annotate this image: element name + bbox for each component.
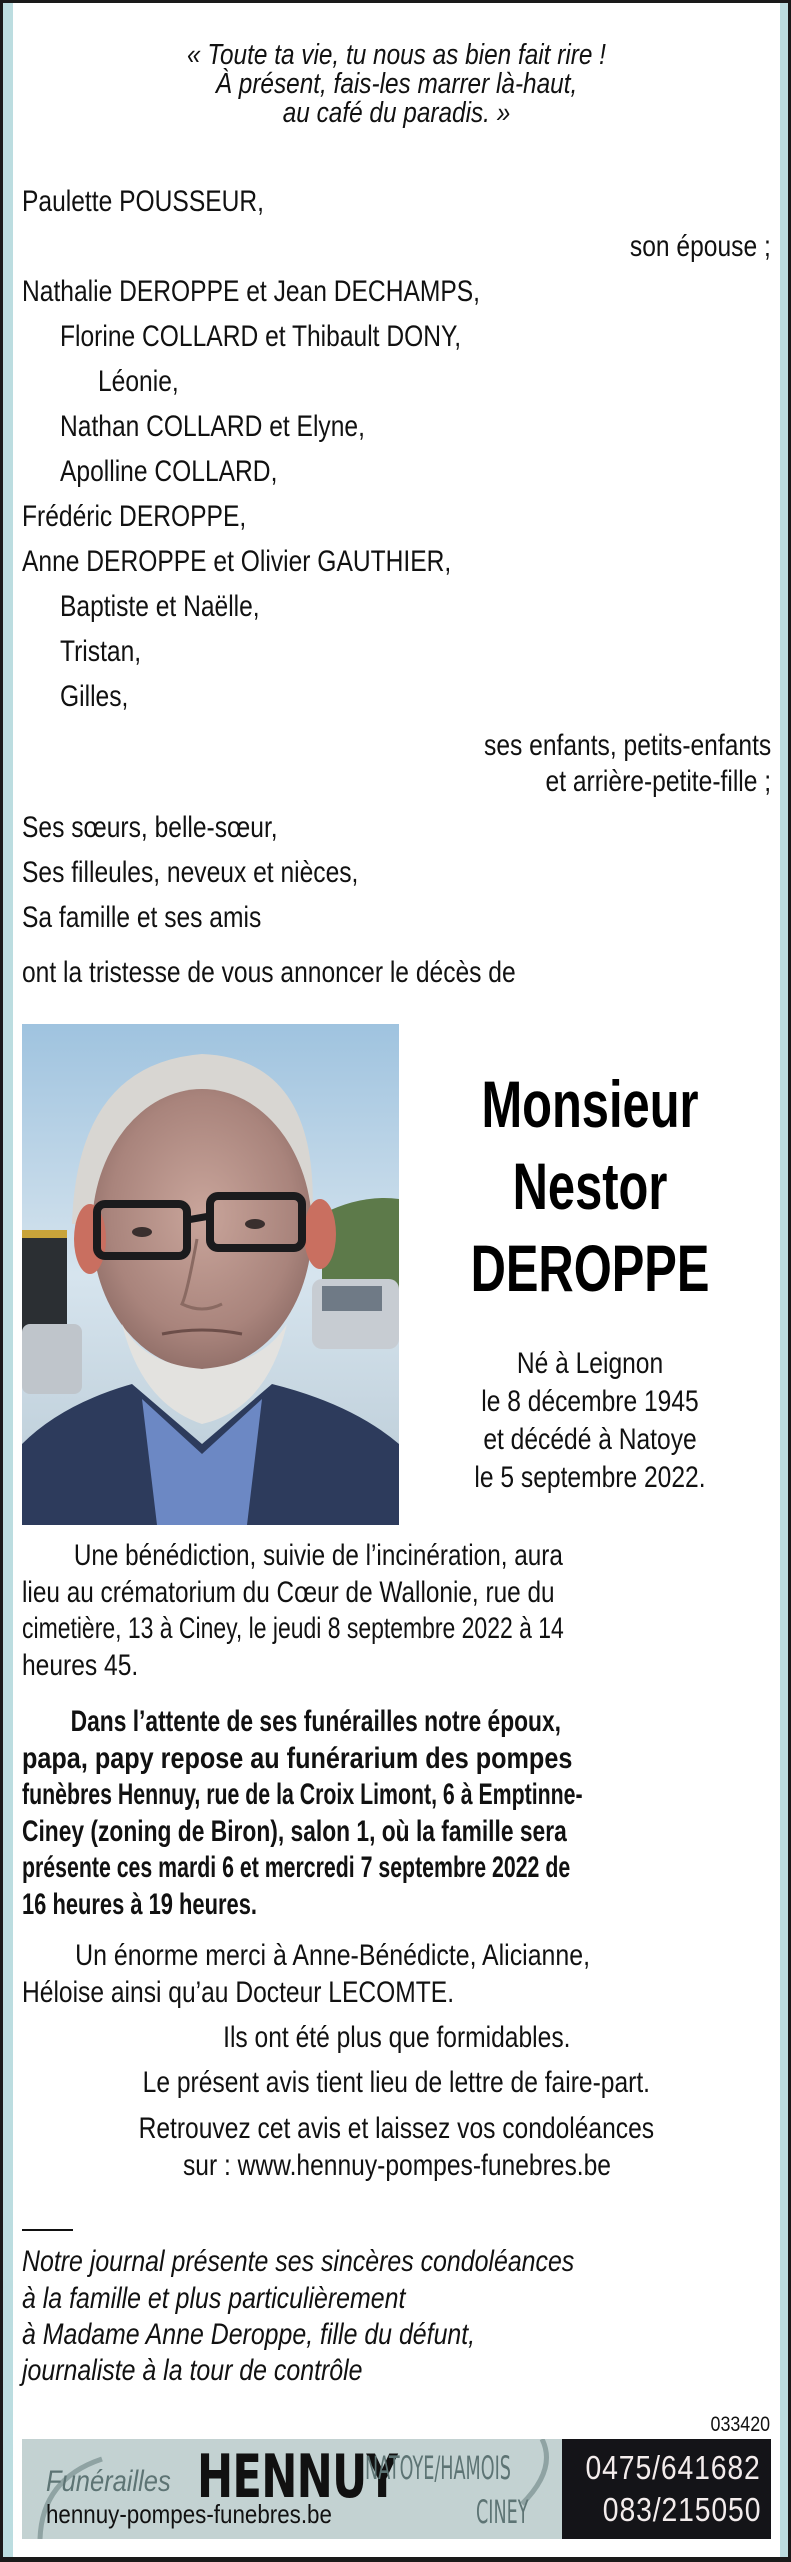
date-line: et décédé à Natoye bbox=[483, 1423, 697, 1456]
paragraph-line: 16 heures à 19 heures. bbox=[22, 1887, 257, 1921]
phone-number[interactable]: 0475/641682 bbox=[585, 2449, 761, 2486]
quote-line: À présent, fais-les marrer là-haut, bbox=[215, 68, 578, 100]
funeral-home-banner bbox=[22, 2439, 771, 2539]
spouse-role: son épouse ; bbox=[630, 230, 771, 263]
family-other: Ses sœurs, belle-sœur, bbox=[22, 811, 278, 844]
date-line: Né à Leignon bbox=[516, 1347, 664, 1380]
banner-locations: NATOYE/HAMOIS bbox=[365, 2449, 511, 2487]
newspaper-note-line: à la famille et plus particulièrement bbox=[22, 2282, 406, 2315]
family-member: Apolline COLLARD, bbox=[60, 455, 278, 488]
online-condolences-text: Retrouvez cet avis et laissez vos condoléances bbox=[138, 2112, 655, 2145]
announcement-text: ont la tristesse de vous annoncer le décès de bbox=[22, 956, 516, 989]
newspaper-note-line: journaliste à la tour de contrôle bbox=[22, 2354, 363, 2387]
paragraph-line: Un énorme merci à Anne-Bénédicte, Alicianne, bbox=[75, 1939, 591, 1972]
thanks-paragraph bbox=[22, 1938, 774, 2011]
separator-rule bbox=[22, 2229, 73, 2231]
family-member: Nathalie DEROPPE et Jean DECHAMPS, bbox=[22, 275, 481, 308]
banner-website[interactable]: hennuy-pompes-funebres.be bbox=[46, 2499, 332, 2529]
date-line: le 8 décembre 1945 bbox=[481, 1385, 699, 1418]
family-member: Nathan COLLARD et Elyne, bbox=[60, 410, 365, 443]
paragraph-line: papa, papy repose au funérarium des pompes bbox=[22, 1741, 573, 1775]
paragraph-line: lieu au crématorium du Cœur de Wallonie, rue du bbox=[22, 1575, 555, 1609]
family-member: Baptiste et Naëlle, bbox=[60, 590, 260, 623]
banner-brand-logo: HENNUY bbox=[197, 2442, 398, 2512]
visitation-paragraph bbox=[22, 1704, 774, 1923]
quote-line: au café du paradis. » bbox=[282, 97, 511, 129]
formidable-text: Ils ont été plus que formidables. bbox=[222, 2021, 571, 2054]
obituary-notice bbox=[13, 3, 780, 2557]
newspaper-note-line: à Madame Anne Deroppe, fille du défunt, bbox=[22, 2318, 476, 2351]
date-line: le 5 septembre 2022. bbox=[474, 1461, 706, 1494]
deceased-first-name: Nestor bbox=[512, 1149, 668, 1223]
quote-line: « Toute ta vie, tu nous as bien fait rire ! bbox=[187, 39, 606, 71]
deceased-name bbox=[405, 1063, 775, 1309]
birth-death-dates bbox=[405, 1345, 775, 1497]
faire-part-text: Le présent avis tient lieu de lettre de faire-part. bbox=[142, 2066, 651, 2099]
website-link[interactable]: sur : www.hennuy-pompes-funebres.be bbox=[182, 2149, 611, 2182]
banner-location-ciney: CINEY bbox=[476, 2493, 529, 2531]
family-member: Frédéric DEROPPE, bbox=[22, 500, 247, 533]
paragraph-line: heures 45. bbox=[22, 1648, 139, 1682]
paragraph-line: Ciney (zoning de Biron), salon 1, où la famille sera bbox=[22, 1814, 567, 1848]
banner-funerailles: Funérailles bbox=[46, 2465, 171, 2498]
portrait-photo bbox=[22, 1024, 399, 1525]
paragraph-line: funèbres Hennuy, rue de la Croix Limont, 6 à Emptinne- bbox=[22, 1778, 583, 1811]
paragraph-line: présente ces mardi 6 et mercredi 7 septembre 2022 de bbox=[22, 1851, 571, 1884]
family-member: Florine COLLARD et Thibault DONY, bbox=[60, 320, 462, 353]
children-role: ses enfants, petits-enfants bbox=[483, 729, 771, 762]
family-member: Anne DEROPPE et Olivier GAUTHIER, bbox=[22, 545, 452, 578]
family-other: Sa famille et ses amis bbox=[22, 901, 262, 934]
newspaper-note-line: Notre journal présente ses sincères condoléances bbox=[22, 2245, 575, 2278]
family-member: Gilles, bbox=[60, 680, 129, 713]
spouse-name: Paulette POUSSEUR, bbox=[22, 185, 265, 218]
phone-number[interactable]: 083/215050 bbox=[602, 2491, 761, 2528]
family-other: Ses filleules, neveux et nièces, bbox=[22, 856, 359, 889]
epitaph-quote bbox=[13, 41, 780, 128]
ceremony-paragraph bbox=[22, 1538, 774, 1684]
family-member: Léonie, bbox=[98, 365, 179, 398]
children-role: et arrière-petite-fille ; bbox=[545, 765, 771, 798]
reference-number: 033420 bbox=[710, 2413, 770, 2436]
paragraph-line: Héloise ainsi qu’au Docteur LECOMTE. bbox=[22, 1975, 455, 2009]
family-member: Tristan, bbox=[60, 635, 142, 668]
deceased-title: Monsieur bbox=[481, 1067, 699, 1141]
paragraph-line: cimetière, 13 à Ciney, le jeudi 8 septembre 2022 à 14 bbox=[22, 1612, 564, 1645]
paragraph-line: Dans l’attente de ses funérailles notre époux, bbox=[70, 1705, 561, 1738]
banner-phone-panel bbox=[562, 2439, 771, 2539]
deceased-last-name: DEROPPE bbox=[470, 1231, 710, 1305]
paragraph-line: Une bénédiction, suivie de l’incinération, aura bbox=[73, 1539, 563, 1572]
